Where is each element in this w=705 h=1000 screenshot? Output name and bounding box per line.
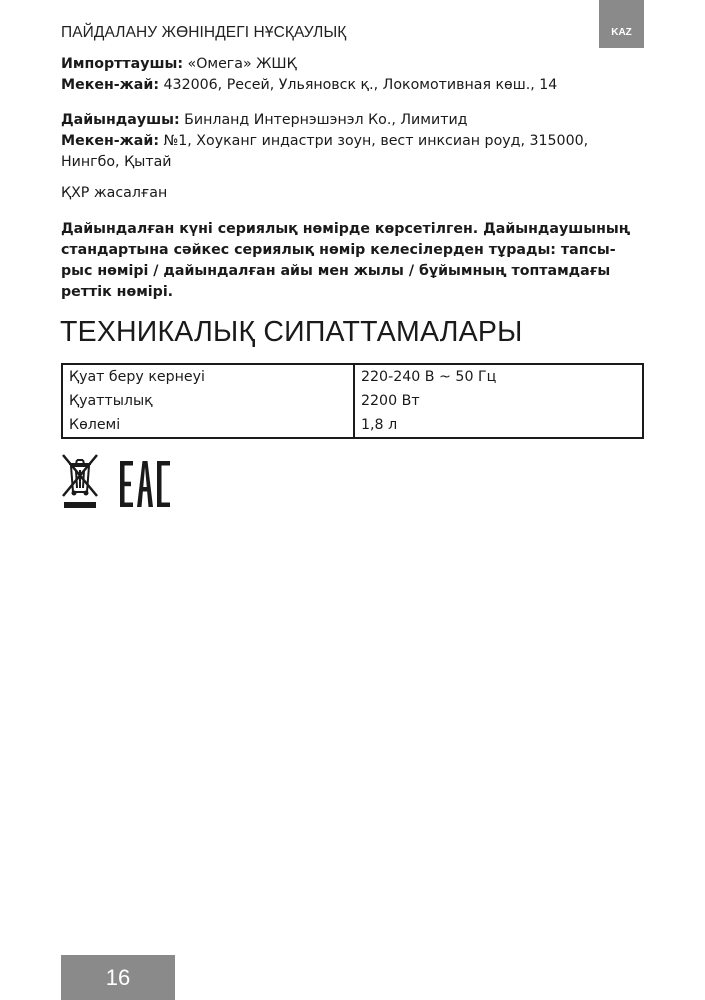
importer-label: Импорттаушы: <box>61 56 184 72</box>
manufacturer-address-line2: Нингбо, Қытай <box>61 154 172 170</box>
specs-table <box>61 363 644 439</box>
manufacturer-name: Бинланд Интернэшэнэл Ко., Лимитид <box>179 112 468 128</box>
serial-notice-line2: стандартына сәйкес сериялық нөмір келесілерден тұрады: тапсы- <box>61 242 616 258</box>
eac-mark-icon <box>118 459 172 513</box>
importer-name: «Омега» ЖШҚ <box>183 56 297 72</box>
table-row <box>62 413 643 438</box>
importer-address-label: Мекен-жай: <box>61 77 159 93</box>
header-title: ПАЙДАЛАНУ ЖӨНІНДЕГІ НҰСҚАУЛЫҚ <box>61 24 347 41</box>
table-row <box>62 389 643 413</box>
importer-address: 432006, Ресей, Ульяновск қ., Локомотивная көш., 14 <box>159 77 558 93</box>
spec-label: Қуат беру кернеуі <box>62 364 354 389</box>
spec-value: 1,8 л <box>354 413 643 438</box>
manufacturer-address-label: Мекен-жай: <box>61 133 159 149</box>
serial-notice <box>61 219 645 303</box>
importer-block <box>61 54 645 96</box>
serial-notice-line3: рыс нөмірі / дайындалған айы мен жылы / бұйымның топтамдағы <box>61 263 611 279</box>
spec-value: 220-240 В ~ 50 Гц <box>354 364 643 389</box>
manufacturer-block <box>61 110 645 173</box>
crossed-out-bin-icon <box>60 452 100 514</box>
origin-text: ҚХР жасалған <box>61 185 168 201</box>
spec-label: Қуаттылық <box>62 389 354 413</box>
specs-title: ТЕХНИКАЛЫҚ СИПАТТАМАЛАРЫ <box>60 316 523 348</box>
spec-label: Көлемі <box>62 413 354 438</box>
language-tab: KAZ <box>599 0 644 48</box>
page-number: 16 <box>61 955 175 1000</box>
table-row <box>62 364 643 389</box>
serial-notice-line1: Дайындалған күні сериялық нөмірде көрсетілген. Дайындаушының <box>61 221 631 237</box>
serial-notice-line4: реттік нөмірі. <box>61 284 174 300</box>
manufacturer-label: Дайындаушы: <box>61 112 180 128</box>
spec-value: 2200 Вт <box>354 389 643 413</box>
manufacturer-address-line1: №1, Хоуканг индастри зоун, вест инксиан роуд, 315000, <box>159 133 589 149</box>
